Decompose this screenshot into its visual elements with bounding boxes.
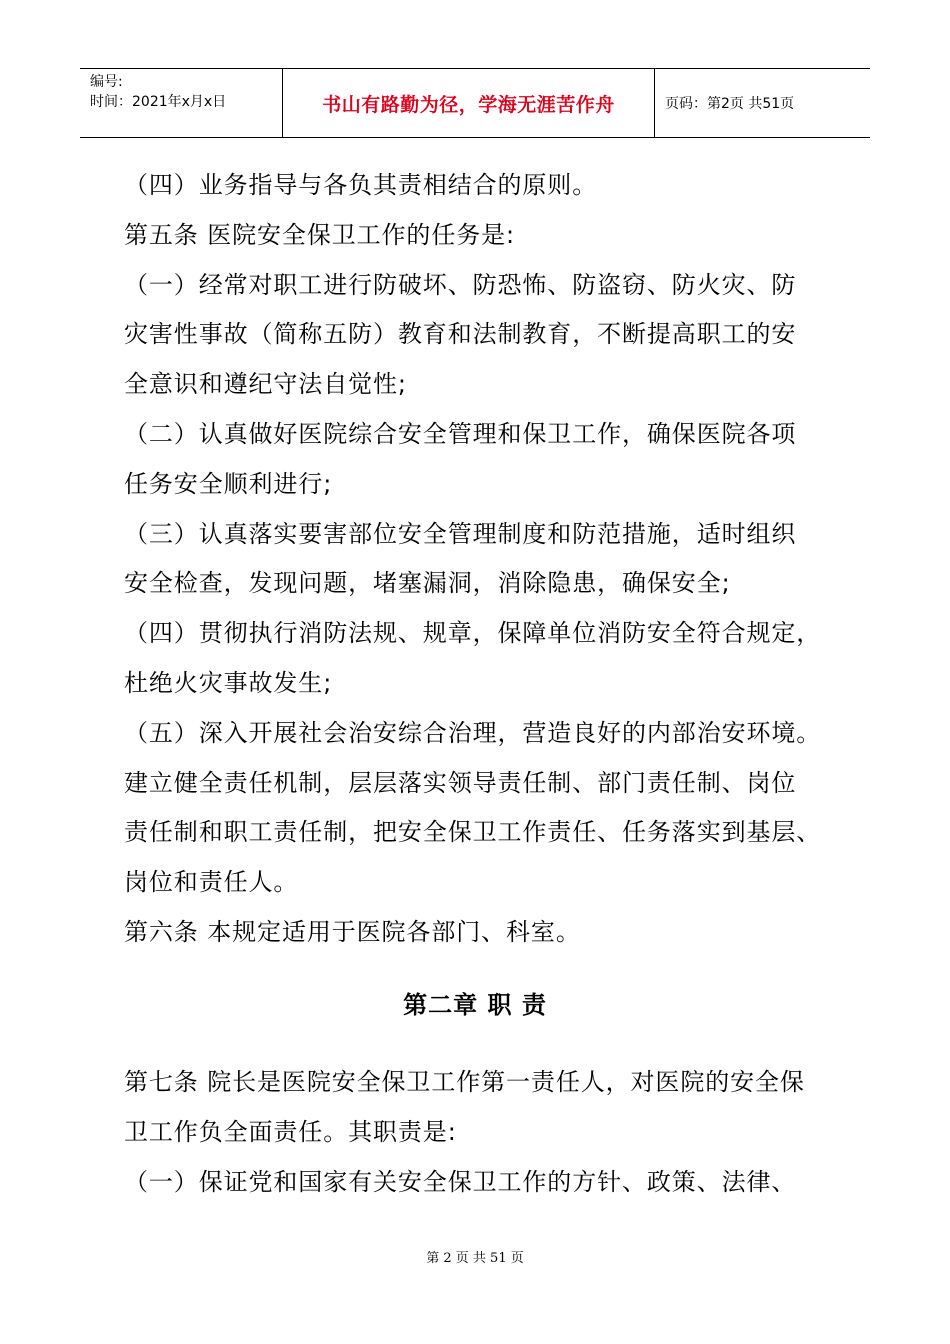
paragraph-line: 卫工作负全面责任。其职责是: — [124, 1117, 457, 1146]
paragraph-line: 建立健全责任机制，层层落实领导责任制、部门责任制、岗位 — [124, 768, 797, 797]
paragraph-line: （三）认真落实要害部位安全管理制度和防范措施，适时组织 — [124, 519, 797, 548]
paragraph-line: 灾害性事故（简称五防）教育和法制教育，不断提高职工的安 — [124, 320, 797, 349]
page-header — [80, 68, 870, 138]
paragraph-line: 安全检查，发现问题，堵塞漏洞，消除隐患，确保安全; — [124, 569, 731, 598]
article-body — [124, 161, 840, 958]
paragraph-line: 第五条 医院安全保卫工作的任务是: — [124, 220, 516, 249]
paragraph-line: 第七条 院长是医院安全保卫工作第一责任人，对医院的安全保 — [124, 1068, 805, 1096]
paragraph-line: 责任制和职工责任制，把安全保卫工作责任、任务落实到基层、 — [124, 818, 822, 847]
document-number-label: 编号: — [90, 74, 123, 90]
header-page-info: 页码：第2页 共51页 — [665, 96, 795, 112]
paragraph-line: （四）贯彻执行消防法规、规章，保障单位消防安全符合规定， — [124, 619, 822, 648]
document-time: 时间：2021年x月x日 — [90, 94, 227, 110]
article-body-continued — [124, 1058, 840, 1207]
paragraph-line: （五）深入开展社会治安综合治理，营造良好的内部治安环境。 — [124, 718, 822, 747]
paragraph-line: 杜绝火灾事故发生; — [124, 668, 333, 697]
paragraph-line: 岗位和责任人。 — [124, 868, 299, 897]
paragraph-line: 任务安全顺利进行; — [124, 469, 333, 498]
paragraph-line: （四）业务指导与各负其责相结合的原则。 — [124, 171, 598, 199]
chapter-title: 第二章 职 责 — [403, 991, 547, 1019]
paragraph-line: 第六条 本规定适用于医院各部门、科室。 — [124, 917, 581, 946]
paragraph-line: （二）认真做好医院综合安全管理和保卫工作，确保医院各项 — [124, 419, 797, 448]
page-footer: 第 2 页 共 51 页 — [426, 1251, 524, 1266]
paragraph-line: 全意识和遵纪守法自觉性; — [124, 370, 407, 399]
header-motto: 书山有路勤为径，学海无涯苦作舟 — [283, 69, 655, 137]
paragraph-line: （一）保证党和国家有关安全保卫工作的方针、政策、法律、 — [124, 1167, 797, 1196]
paragraph-line: （一）经常对职工进行防破坏、防恐怖、防盗窃、防火灾、防 — [124, 270, 797, 299]
header-meta — [80, 69, 283, 137]
